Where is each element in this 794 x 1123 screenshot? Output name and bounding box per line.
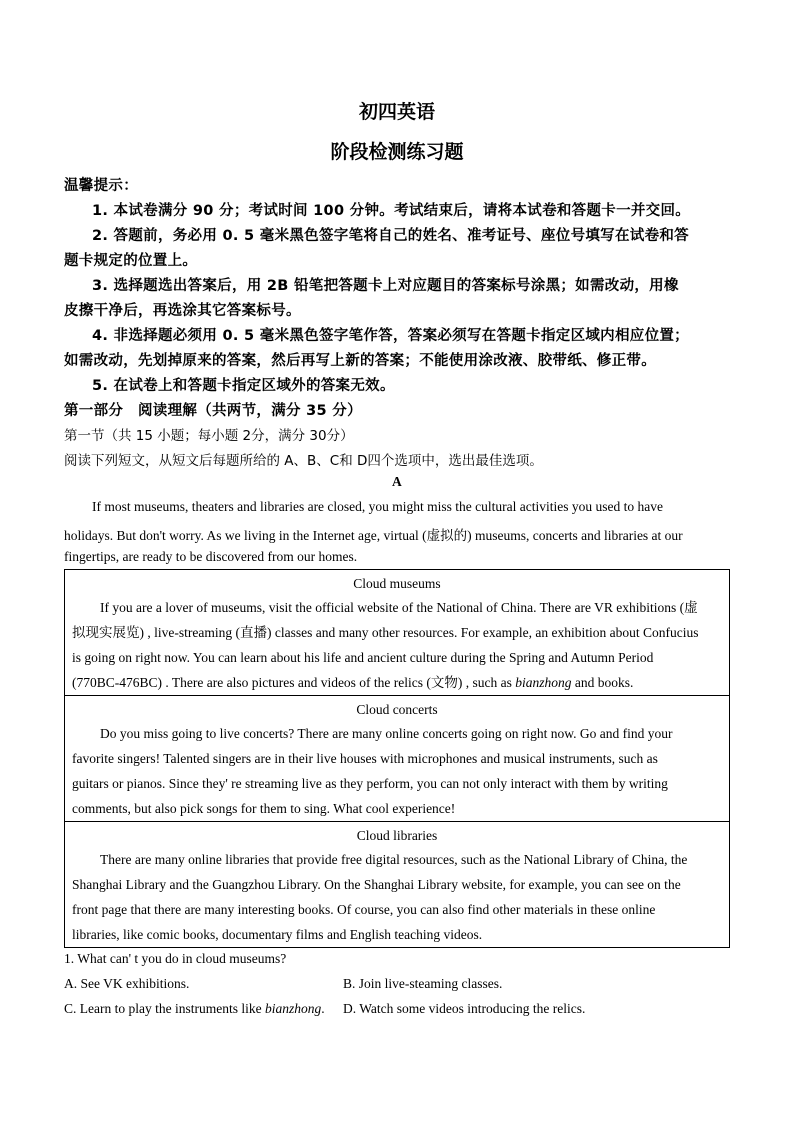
box-cloud-museums — [65, 570, 729, 696]
option-a: A. See VK exhibitions. — [64, 976, 190, 991]
italic-term: bianzhong — [264, 1001, 322, 1016]
question-stem: 1. What can' t you do in cloud museums? — [64, 951, 287, 966]
tip-3-line-2: 皮擦干净后，再选涂其它答案标号。 — [64, 303, 301, 319]
intro-line-3: fingertips, are ready to be discovered from our homes. — [64, 549, 358, 564]
box-cloud-concerts — [65, 696, 729, 822]
box-line: Shanghai Library and the Guangzhou Library. On the Shanghai Library website, for example, you can see on the — [72, 877, 681, 892]
box-title: Cloud museums — [353, 576, 441, 591]
box-line-text: (770BC-476BC) . There are also pictures and videos of the relics (文物) , such as — [72, 675, 516, 690]
page-title: 初四英语 — [358, 101, 435, 123]
section-title: 第一节（共 15 小题；每小题 2分，满分 30分） — [64, 428, 354, 444]
box-cloud-libraries — [65, 822, 729, 947]
passage-label: A — [392, 474, 402, 489]
page-subtitle: 阶段检测练习题 — [330, 141, 464, 163]
box-line: favorite singers! Talented singers are in their live houses with microphones and musical instruments, such as — [72, 751, 658, 766]
box-line: libraries, like comic books, documentary films and English teaching videos. — [72, 927, 483, 942]
box-line: is going on right now. You can learn about his life and ancient culture during the Spring and Autumn Period — [72, 650, 654, 665]
box-line — [65, 670, 729, 695]
tips-label: 温馨提示： — [64, 178, 138, 194]
box-line: front page that there are many interesting books. Of course, you can also find other materials in these online — [72, 902, 656, 917]
tip-2-line-2: 题卡规定的位置上。 — [64, 253, 198, 269]
tip-3-line-1: 3. 选择题选出答案后，用 2B 铅笔把答题卡上对应题目的答案标号涂黑；如需改动，用橡 — [92, 278, 679, 294]
instruction: 阅读下列短文，从短文后每题所给的 A、B、C和 D四个选项中，选出最佳选项。 — [64, 453, 543, 469]
option-c-tail: . — [321, 1001, 325, 1016]
box-title: Cloud libraries — [356, 828, 438, 843]
tip-2-line-1: 2. 答题前，务必用 0. 5 毫米黑色签字笔将自己的姓名、准考证号、座位号填写在试卷和答 — [92, 228, 689, 244]
cloud-boxes — [64, 569, 730, 948]
part-title: 第一部分 阅读理解（共两节，满分 35 分） — [64, 403, 362, 419]
option-d: D. Watch some videos introducing the relics. — [343, 1001, 586, 1016]
box-line-tail: and books. — [571, 675, 634, 690]
intro-line-2: holidays. But don't worry. As we living in the Internet age, virtual (虚拟的) museums, concerts and libraries at our — [64, 528, 683, 543]
box-line: Do you miss going to live concerts? There are many online concerts going on right now. Go and find your — [100, 726, 673, 741]
box-line: There are many online libraries that provide free digital resources, such as the National Library of China, the — [100, 852, 688, 867]
intro-line-1: If most museums, theaters and libraries are closed, you might miss the cultural activities you used to have — [92, 499, 663, 514]
option-c-text: C. Learn to play the instruments like — [64, 1001, 265, 1016]
tip-4-line-1: 4. 非选择题必须用 0. 5 毫米黑色签字笔作答，答案必须写在答题卡指定区域内相应位置； — [92, 328, 689, 344]
box-line: guitars or pianos. Since they' re streaming live as they perform, you can not only interact with them by writing — [72, 776, 668, 791]
tip-5: 5. 在试卷上和答题卡指定区域外的答案无效。 — [92, 378, 395, 394]
box-line: 拟现实展览) , live-streaming (直播) classes and many other resources. For example, an exhibition about Confucius — [72, 625, 699, 640]
tip-1: 1. 本试卷满分 90 分；考试时间 100 分钟。考试结束后，请将本试卷和答题卡一并交回。 — [92, 203, 691, 219]
box-line: If you are a lover of museums, visit the official website of the National of China. There are VR exhibitions (虚 — [100, 600, 698, 615]
italic-term: bianzhong — [515, 675, 572, 690]
box-line: comments, but also pick songs for them to sing. What cool experience! — [72, 801, 456, 816]
tip-4-line-2: 如需改动，先划掉原来的答案，然后再写上新的答案；不能使用涂改液、胶带纸、修正带。 — [64, 353, 656, 369]
box-title: Cloud concerts — [356, 702, 438, 717]
option-b: B. Join live-steaming classes. — [343, 976, 503, 991]
option-c — [64, 1001, 325, 1017]
